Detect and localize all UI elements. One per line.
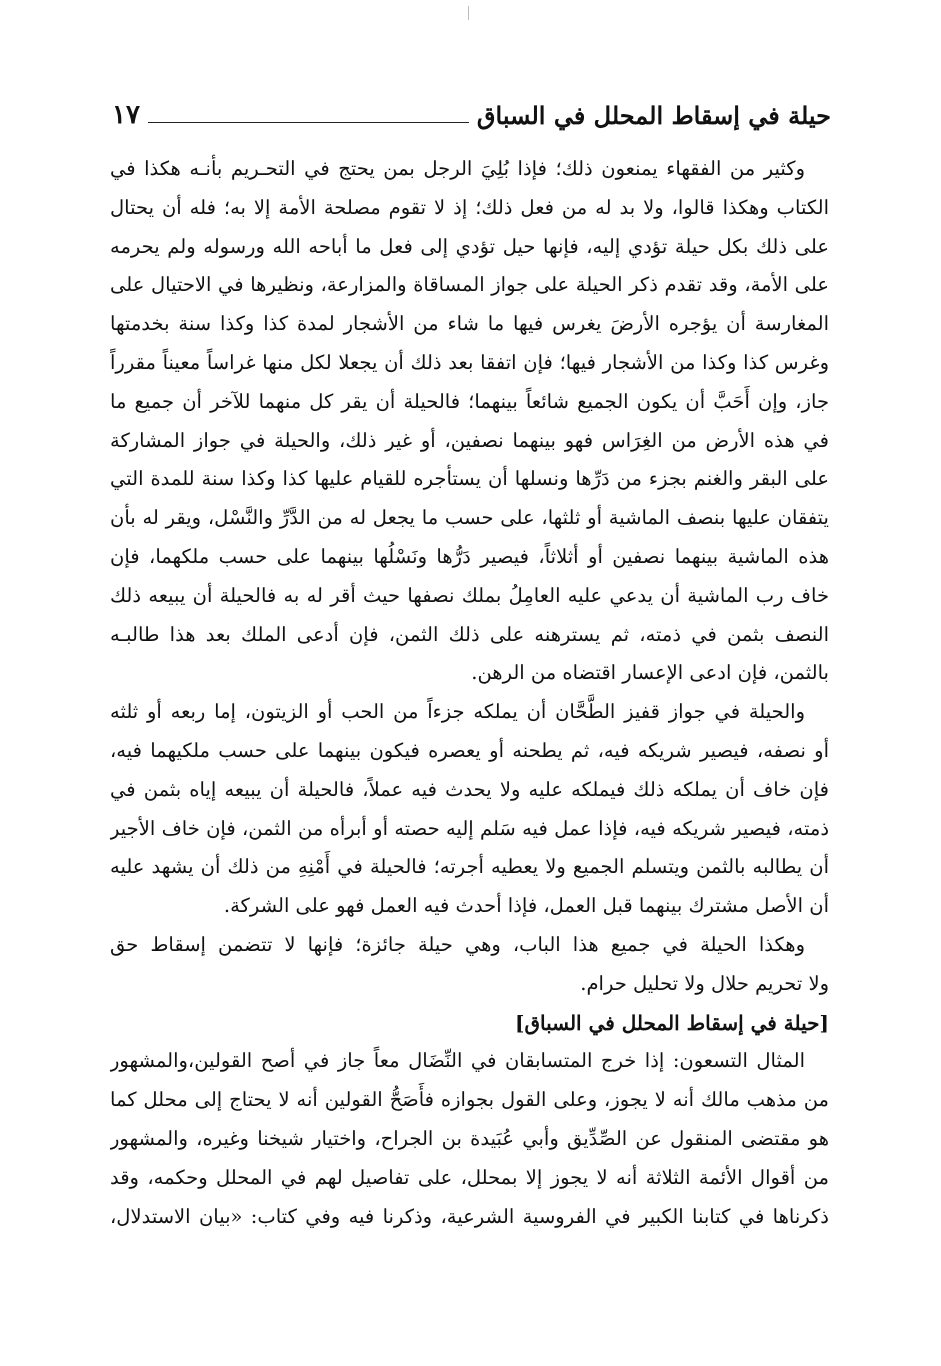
text-line: خاف رب الماشية أن يدعي عليه العامِلُ بملك نصفها حيث أقر له به فالحيلة أن يبيعه ذلك <box>110 583 829 607</box>
section-heading: [حيلة في إسقاط المحلل في السباق] <box>515 1010 829 1035</box>
text-line: أن الأصل مشترك بينهما قبل العمل، فإذا أحدث فيه العمل فهو على الشركة. <box>223 894 829 918</box>
header-rule <box>148 122 469 123</box>
text-line: المثال التسعون: إذا خرج المتسابقان في النِّضَال معاً جاز في أصح القولين،والمشهور <box>110 1049 805 1073</box>
text-line: أن يطالبه بالثمن ويتسلم الجميع ولا يعطيه أجرته؛ فالحيلة في أَمْنِهِ من ذلك أن يشهد عليه <box>110 855 829 879</box>
paragraph-3 <box>110 926 829 1004</box>
text-line: على البقر والغنم بجزء من دَرِّها ونسلها أن يستأجره للقيام عليها كذا وكذا سنة للمدة التي <box>110 467 829 491</box>
text-line: وكثير من الفقهاء يمنعون ذلك؛ فإذا بُلِيَ الرجل بمن يحتج في التحـريم بأنـه هكذا في <box>110 157 805 180</box>
text-line: من مذهب مالك أنه لا يجوز، وعلى القول بجوازه فأَصَحُّ القولين أنه لا يحتاج إلى محلل كما <box>110 1088 829 1112</box>
text-line: الكتاب وهكذا قالوا، ولا بد له من فعل ذلك؛ إذ لا تقوم مصلحة الأمة إلا به؛ فله أن يحتال <box>110 195 829 219</box>
text-line: في هذه الأرض من الغِرَاس فهو بينهما نصفين، أو غير ذلك، والحيلة في جواز المشاركة <box>110 428 829 452</box>
page-number: ١٧ <box>112 100 140 130</box>
text-line: جاز، وإن أَحَبَّ أن يكون الجميع شائعاً بينهما؛ فالحيلة أن يقر كل منهما للآخر أن جميع ما <box>110 389 829 413</box>
scan-mark <box>468 6 469 20</box>
page-body <box>110 150 829 1236</box>
text-line: أو نصفه، فيصير شريكه فيه، ثم يطحنه أو يعصره فيكون بينهما على حسب ملكيهما فيه، <box>110 738 829 762</box>
text-line: على ذلك بكل حيلة تؤدي إليه، فإنها حيل تؤدي إلى فعل ما أباحه الله ورسوله ولم يحرمه <box>110 234 829 258</box>
text-line: على الأمة، وقد تقدم ذكر الحيلة على جواز المساقاة والمزارعة، ونظيرها في الاحتيال على <box>110 273 829 297</box>
text-line: وغرس كذا وكذا من الأشجار فيها؛ فإن اتفقا بعد ذلك أن يجعلا لكل منها غراساً معيناً مقرراً <box>110 350 829 374</box>
text-line: هو مقتضى المنقول عن الصِّدِّيق وأبي عُبَيدة بن الجراح، واختيار شيخنا وغيره، والمشهور <box>110 1126 829 1150</box>
paragraph-1 <box>110 150 829 693</box>
text-line: المغارسة أن يؤجره الأرضَ يغرس فيها ما شاء من الأشجار لمدة كذا وكذا سنة بخدمتها <box>110 312 829 336</box>
text-line: النصف بثمن في ذمته، ثم يسترهنه على ذلك الثمن، فإن أدعى الملك بعد هذا طالبـه <box>110 622 829 646</box>
text-line: بالثمن، فإن ادعى الإعسار اقتضاه من الرهن. <box>471 661 829 685</box>
text-line: ولا تحريم حلال ولا تحليل حرام. <box>580 971 829 995</box>
text-line: من أقوال الأئمة الثلاثة أنه لا يجوز إلا بمحلل، على تفاصيل لهم في المحلل وحكمه، وقد <box>110 1165 829 1189</box>
text-line: هذه الماشية بينهما نصفين أو أثلاثاً، فيصير دَرُّها ونَسْلُها بينهما على حسب ملكهما، فإن <box>110 544 829 568</box>
text-line: وهكذا الحيلة في جميع هذا الباب، وهي حيلة جائزة؛ فإنها لا تتضمن إسقاط حق <box>110 932 805 956</box>
paragraph-2 <box>110 693 829 926</box>
running-header <box>112 92 831 128</box>
header-title: حيلة في إسقاط المحلل في السباق <box>476 101 831 130</box>
paragraph-4 <box>110 1042 829 1236</box>
text-line: والحيلة في جواز قفيز الطَّحَّان أن يملكه جزءاً من الحب أو الزيتون، إما ربعه أو ثلثه <box>110 700 805 724</box>
text-line: يتفقان عليها بنصف الماشية أو ثلثها، على حسب ما يجعل له من الدَّرِّ والنَّسْل، ويقر له بأن <box>110 506 829 530</box>
text-line: فإن خاف أن يملكه ذلك فيملكه عليه ولا يحدث فيه عملاً، فالحيلة أن يبيعه إياه بثمن في <box>110 777 829 801</box>
text-line: ذمته، فيصير شريكه فيه، فإذا عمل فيه سَلم إليه حصته أو أبرأه من الثمن، فإن خاف الأجير <box>110 816 829 840</box>
text-line: ذكرناها في كتابنا الكبير في الفروسية الشرعية، وذكرنا فيه وفي كتاب: «بيان الاستدلال، <box>110 1204 829 1228</box>
